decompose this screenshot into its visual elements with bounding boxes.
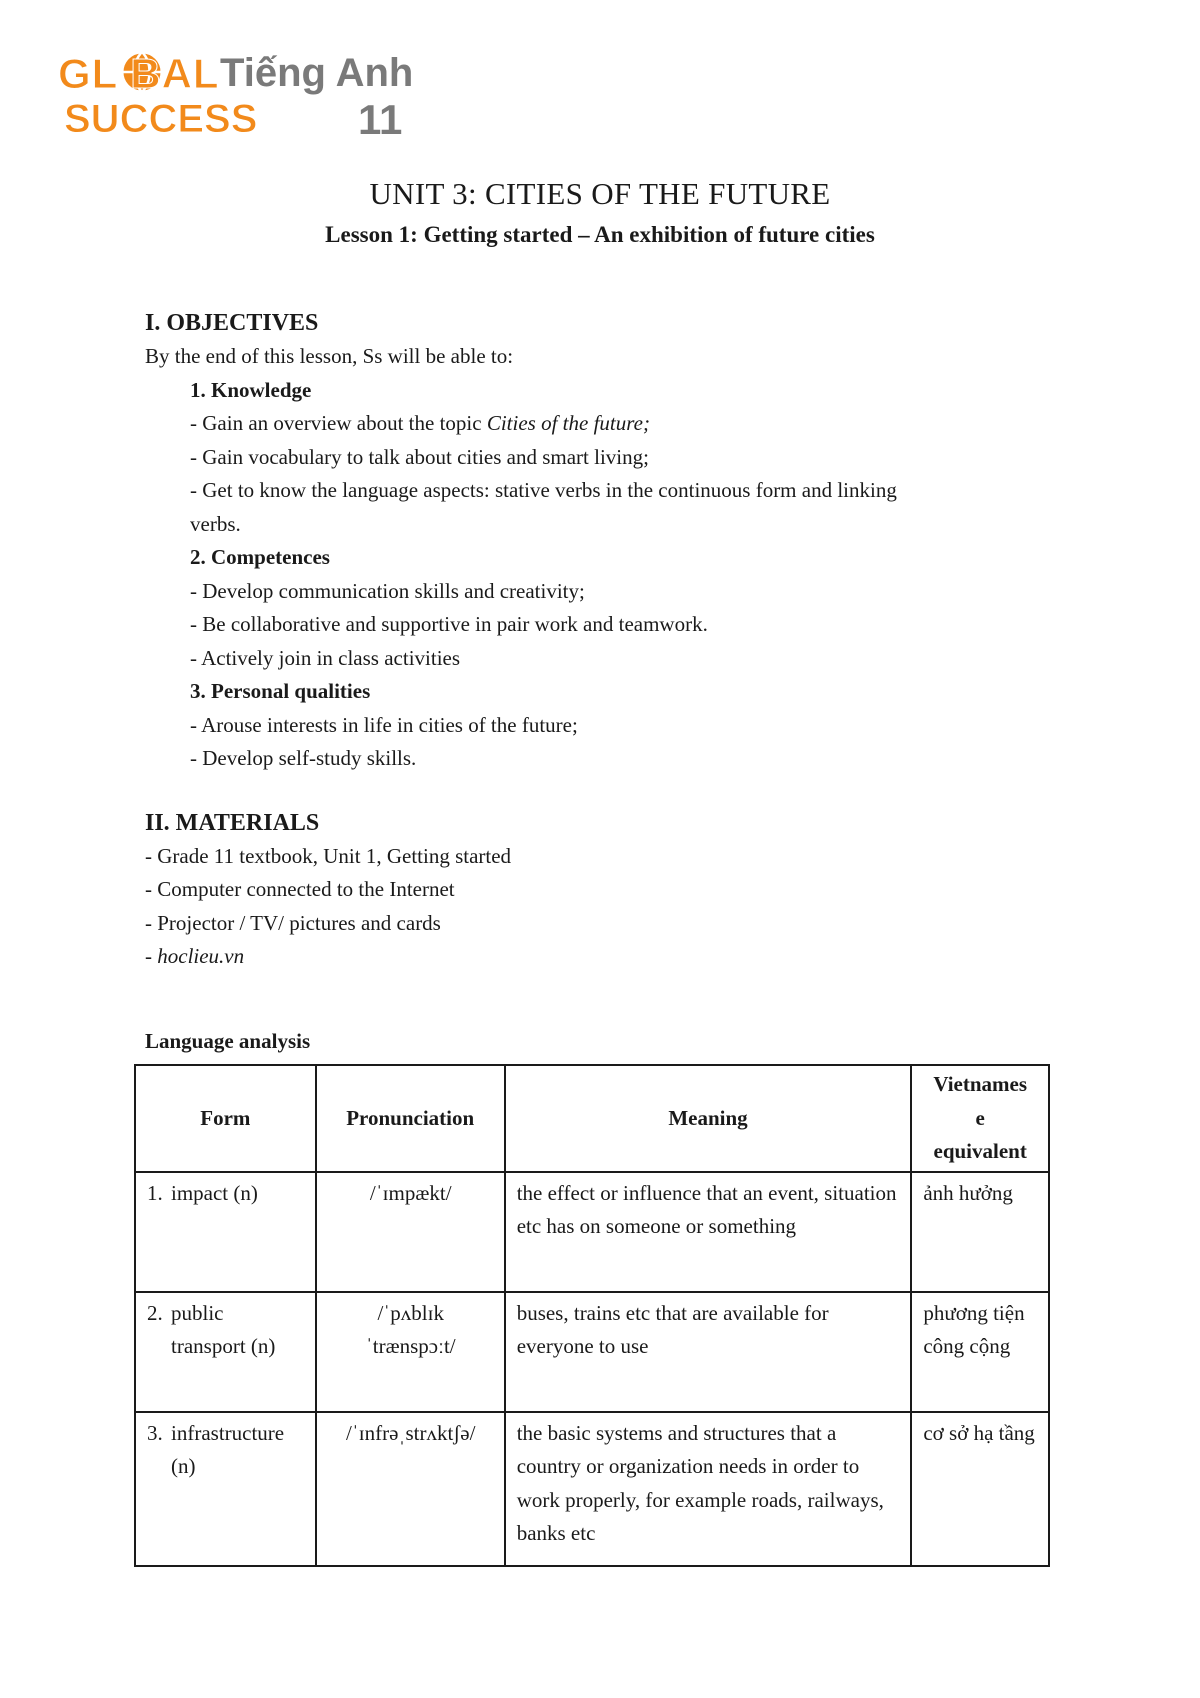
table-row (135, 1412, 1049, 1566)
cell-vietnamese: phương tiện công cộng (911, 1292, 1049, 1412)
form-text-continued: transport (n) (171, 1334, 276, 1358)
logo-graphic (58, 40, 438, 150)
material-dash: - (145, 944, 158, 968)
cell-pronunciation (316, 1292, 505, 1412)
lesson-content (145, 306, 1045, 1056)
form-text: infrastructure (171, 1420, 285, 1445)
table-row (135, 1172, 1049, 1292)
header-pronunciation: Pronunciation (316, 1065, 505, 1172)
competence-item: - Develop communication skills and creativity; (190, 578, 585, 603)
cell-pronunciation (316, 1412, 505, 1566)
material-item: - Projector / TV/ pictures and cards (145, 910, 441, 935)
lesson-subtitle: Lesson 1: Getting started – An exhibition of future cities (325, 222, 875, 247)
global-success-logo (58, 40, 438, 150)
material-item: - Grade 11 textbook, Unit 1, Getting started (145, 843, 512, 868)
pronunciation-text: /ˈpʌblɪk (377, 1300, 444, 1325)
cell-pronunciation (316, 1172, 505, 1292)
material-link-text: hoclieu.vn (157, 944, 245, 968)
row-number: 3. (147, 1420, 163, 1445)
cell-vietnamese: ảnh hưởng (911, 1172, 1049, 1292)
row-number: 1. (147, 1180, 163, 1205)
table-header-row (135, 1065, 1049, 1172)
quality-item: - Develop self-study skills. (190, 746, 417, 770)
qualities-heading: 3. Personal qualities (190, 679, 371, 703)
pronunciation-text: /ˈɪnfrəˌstrʌktʃə/ (345, 1420, 476, 1445)
form-text: impact (n) (171, 1180, 258, 1205)
form-text: public (171, 1300, 224, 1325)
knowledge-section (145, 374, 1045, 776)
pronunciation-text: /ˈɪmpækt/ (369, 1180, 452, 1205)
knowledge-topic: Cities of the future; (486, 411, 650, 435)
pronunciation-text-continued: ˈtrænspɔːt/ (365, 1334, 456, 1358)
knowledge-item: - Get to know the language aspects: stative verbs in the continuous form and linking (190, 478, 897, 502)
knowledge-item-continued: verbs. (190, 511, 241, 536)
form-text-continued: (n) (171, 1454, 196, 1478)
header-meaning: Meaning (505, 1065, 912, 1172)
language-analysis-table (134, 1064, 1050, 1567)
cell-form (135, 1412, 316, 1566)
header-vietnamese-line: Vietnames (933, 1072, 1028, 1096)
logo-subject: Tiếng Anh (220, 51, 414, 95)
knowledge-heading: 1. Knowledge (190, 377, 312, 402)
language-analysis-title: Language analysis (145, 1028, 311, 1053)
knowledge-item-text: - Gain an overview about the topic (190, 411, 487, 435)
competences-heading: 2. Competences (190, 545, 330, 569)
cell-meaning: buses, trains etc that are available for everyone to use (505, 1292, 912, 1412)
objectives-intro: By the end of this lesson, Ss will be able to: (145, 344, 514, 368)
cell-vietnamese: cơ sở hạ tầng (911, 1412, 1049, 1566)
materials-heading: II. MATERIALS (145, 809, 320, 836)
material-item: - Computer connected to the Internet (145, 877, 455, 901)
header-vietnamese-line: e (975, 1105, 985, 1130)
header-vietnamese-line: equivalent (933, 1139, 1027, 1163)
knowledge-item: - Gain vocabulary to talk about cities and smart living; (190, 444, 649, 469)
table-row (135, 1292, 1049, 1412)
quality-item: - Arouse interests in life in cities of the future; (190, 712, 578, 737)
logo-brand-line2: SUCCESS (64, 97, 258, 141)
row-number: 2. (147, 1300, 163, 1325)
material-item (145, 940, 1045, 974)
competence-item: - Actively join in class activities (190, 645, 461, 670)
cell-form (135, 1172, 316, 1292)
logo-grade: 11 (358, 96, 403, 143)
knowledge-item (190, 407, 1045, 441)
cell-form (135, 1292, 316, 1412)
cell-meaning: the effect or influence that an event, situation etc has on someone or something (505, 1172, 912, 1292)
logo-brand-line1: GL BAL (58, 50, 220, 97)
unit-title: UNIT 3: CITIES OF THE FUTURE (369, 176, 831, 211)
cell-meaning: the basic systems and structures that a country or organization needs in order to work properly, for example roads, railways, banks etc (505, 1412, 912, 1566)
competence-item: - Be collaborative and supportive in pair work and teamwork. (190, 612, 708, 636)
header-vietnamese (911, 1065, 1049, 1172)
objectives-heading: I. OBJECTIVES (145, 310, 319, 336)
header-form: Form (135, 1065, 316, 1172)
